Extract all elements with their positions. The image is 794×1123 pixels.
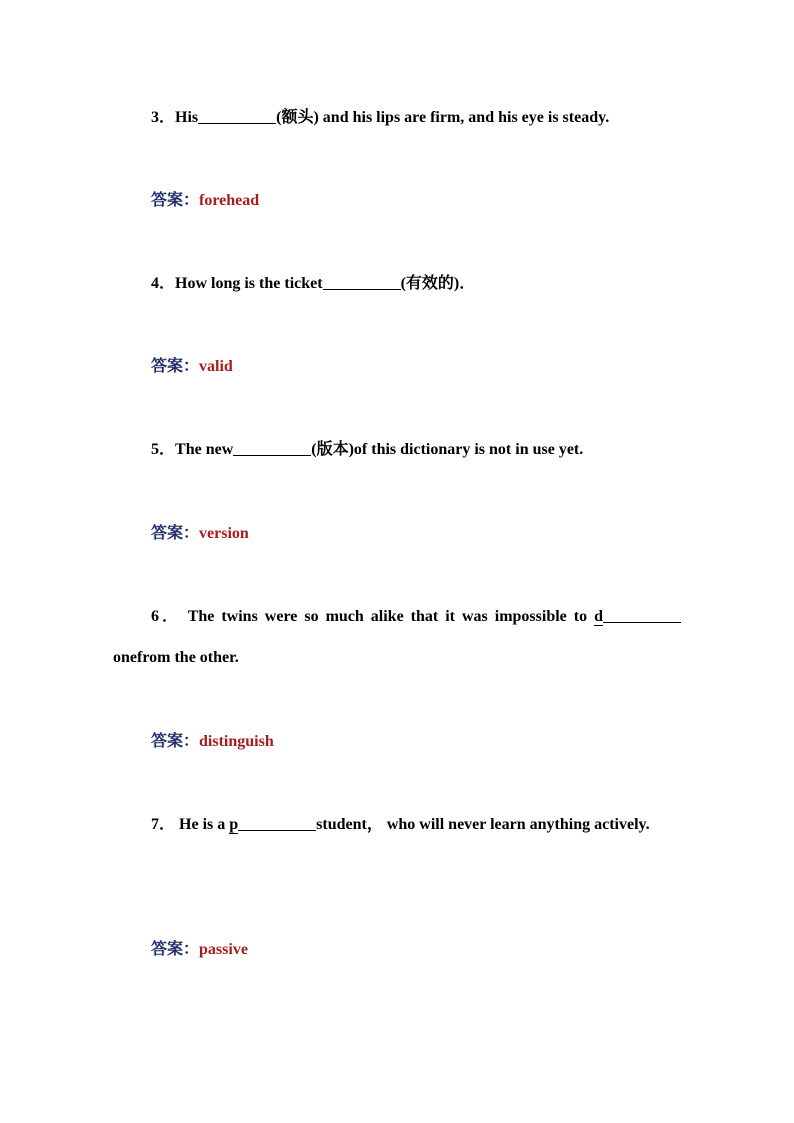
answer-label: 答案：: [151, 192, 200, 209]
answer-5: [151, 513, 249, 554]
question-number: 5．: [151, 441, 176, 458]
question-number: 4．: [151, 275, 176, 292]
question-text-after: student， who will never learn anything actively.: [316, 816, 650, 833]
answer-label: 答案：: [151, 941, 200, 958]
answer-4: [151, 346, 233, 387]
answer-blank: [233, 439, 311, 456]
question-number: 3．: [151, 109, 176, 126]
question-text-before: The twins were so much alike that it was impossible to: [187, 608, 588, 625]
question-text-before: How long is the ticket: [175, 275, 323, 292]
question-5: [113, 429, 681, 470]
hint-letter: d: [594, 608, 603, 625]
question-text-before: He is a: [179, 816, 226, 833]
question-3: [113, 97, 681, 138]
question-text-before: His: [175, 109, 199, 126]
answer-label: 答案：: [151, 358, 200, 375]
answer-blank: [603, 606, 681, 623]
question-text-after: (有效的)．: [400, 275, 476, 292]
answer-blank: [238, 814, 316, 831]
question-7: [113, 804, 681, 845]
question-4: [113, 263, 681, 304]
answer-label: 答案：: [151, 525, 200, 542]
answer-value: valid: [199, 358, 233, 375]
answer-blank: [323, 273, 401, 290]
answer-3: [151, 180, 259, 221]
answer-value: passive: [199, 941, 248, 958]
question-text-after: (版本)of this dictionary is not in use yet.: [311, 441, 584, 458]
question-text-before: The new: [175, 441, 234, 458]
question-text-after: onefrom the other.: [113, 649, 239, 666]
answer-value: distinguish: [199, 733, 274, 750]
answer-7: [151, 929, 248, 970]
question-text-after: (额头) and his lips are firm, and his eye is steady.: [276, 109, 610, 126]
answer-value: version: [199, 525, 249, 542]
answer-6: [151, 721, 274, 762]
question-6: [113, 596, 681, 678]
answer-blank: [198, 107, 276, 124]
question-number: 6．: [151, 608, 181, 625]
answer-label: 答案：: [151, 733, 200, 750]
answer-value: forehead: [199, 192, 260, 209]
hint-letter: p: [229, 816, 239, 833]
question-number: 7．: [151, 816, 176, 833]
